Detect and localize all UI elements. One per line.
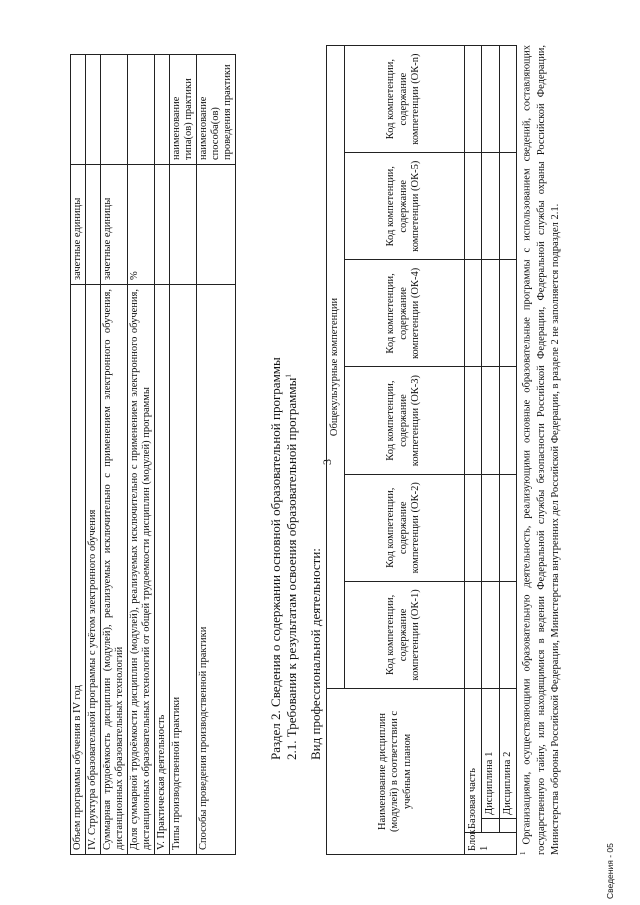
row-value: наименование способа(ов) проведения практики — [197, 55, 236, 165]
discipline-name-header: Наименование дисциплин (модулей) в соответствии с учебным планом — [327, 688, 465, 854]
discipline-name: Дисциплина 2 — [499, 688, 517, 818]
empty-cell — [464, 46, 482, 153]
row-value: зачетные единицы — [71, 165, 86, 285]
table-row — [71, 55, 86, 855]
row-value — [86, 165, 101, 285]
row-value: зачетные единицы — [101, 165, 128, 285]
page-number: 3 — [320, 459, 334, 465]
empty-cell — [482, 260, 500, 367]
competency-group-header: Общекультурные компетенции — [327, 46, 345, 689]
empty-cell — [482, 474, 500, 581]
block-label: Блок 1 — [464, 833, 517, 855]
empty-cell — [71, 55, 86, 165]
row-label: Способы проведения производственной практики — [197, 285, 236, 855]
empty-cell — [482, 581, 500, 688]
empty-cell — [499, 46, 517, 153]
row-label: Объем программы обучения в IV год — [71, 285, 86, 855]
empty-cell — [499, 581, 517, 688]
empty-cell — [128, 55, 155, 165]
section-title: Раздел 2. Сведения о содержании основной образовательной программы — [268, 357, 283, 760]
footnote-text: Организациями, осуществляющими образовательную деятельность, реализующими основные образовательные программы с использованием сведений, составляющих государственную тайну, или находящимися в ведении Федеральной службы безопасности Российской Федерации, Федеральной службы охраны Российской Федерации, Министерства обороны Российской Федерации, Министерства внутренних дел Российской Федерации, в разделе 2 не заполняется подраздел 2.1. — [521, 45, 561, 855]
subsection-title-text: 2.1. Требования к результатам освоения образовательной программы — [284, 377, 299, 760]
empty-cell — [464, 260, 482, 367]
empty-cell — [482, 819, 500, 833]
empty-cell — [155, 55, 170, 165]
empty-cell — [482, 46, 500, 153]
empty-cell — [499, 367, 517, 474]
table-row — [101, 55, 128, 855]
empty-cell — [464, 367, 482, 474]
empty-cell — [499, 819, 517, 833]
competency-header: Код компетенции, содержание компетенции (ОК-4) — [344, 260, 464, 367]
discipline-name: Дисциплина 1 — [482, 688, 500, 818]
empty-cell — [482, 153, 500, 260]
footer-note: Сведения - 05 — [605, 843, 615, 899]
table-row — [464, 46, 482, 855]
empty-cell — [499, 474, 517, 581]
row-value: наименование типа(ов) практики — [170, 55, 197, 165]
footnote — [516, 45, 563, 855]
competency-header: Код компетенции, содержание компетенции (ОК-n) — [344, 46, 464, 153]
footnote-ref: 1 — [284, 374, 293, 378]
table-row — [197, 55, 236, 855]
table-row — [128, 55, 155, 855]
table-row — [86, 55, 101, 855]
row-label: Суммарная трудоёмкость дисциплин (модулей), реализуемых исключительно с применением электронного обучения, дистанционных образовательных технологий — [101, 285, 128, 855]
row-label: IV. Структура образовательной программы с учётом электронного обучения — [86, 285, 101, 855]
competency-header: Код компетенции, содержание компетенции (ОК-3) — [344, 367, 464, 474]
base-part-label: Базовая часть — [464, 688, 482, 832]
table-row — [155, 55, 170, 855]
empty-cell — [197, 165, 236, 285]
table-row — [499, 46, 517, 855]
table-row — [482, 46, 500, 855]
subsection-title — [284, 374, 300, 760]
competency-header: Код компетенции, содержание компетенции (ОК-5) — [344, 153, 464, 260]
table-row — [327, 46, 345, 855]
empty-cell — [464, 581, 482, 688]
empty-cell — [101, 55, 128, 165]
activity-label: Вид профессиональной деятельности: — [308, 548, 323, 760]
table-row — [170, 55, 197, 855]
empty-cell — [499, 260, 517, 367]
competency-header: Код компетенции, содержание компетенции (ОК-2) — [344, 474, 464, 581]
program-structure-table — [70, 54, 236, 855]
footnote-marker: 1 — [519, 851, 527, 855]
competency-table — [326, 45, 517, 855]
row-label: Доля суммарной трудоёмкости дисциплин (модулей), реализуемых исключительно с применением электронного обучения, дистанционных образовательных технологий от общей трудоемкости дисциплин (модулей) программы — [128, 285, 155, 855]
empty-cell — [464, 474, 482, 581]
row-value: % — [128, 165, 155, 285]
empty-cell — [170, 165, 197, 285]
row-value — [155, 165, 170, 285]
row-label: Типы производственной практики — [170, 285, 197, 855]
empty-cell — [499, 153, 517, 260]
row-label: V. Практическая деятельность — [155, 285, 170, 855]
empty-cell — [464, 153, 482, 260]
empty-cell — [86, 55, 101, 165]
competency-header: Код компетенции, содержание компетенции (ОК-1) — [344, 581, 464, 688]
empty-cell — [482, 367, 500, 474]
